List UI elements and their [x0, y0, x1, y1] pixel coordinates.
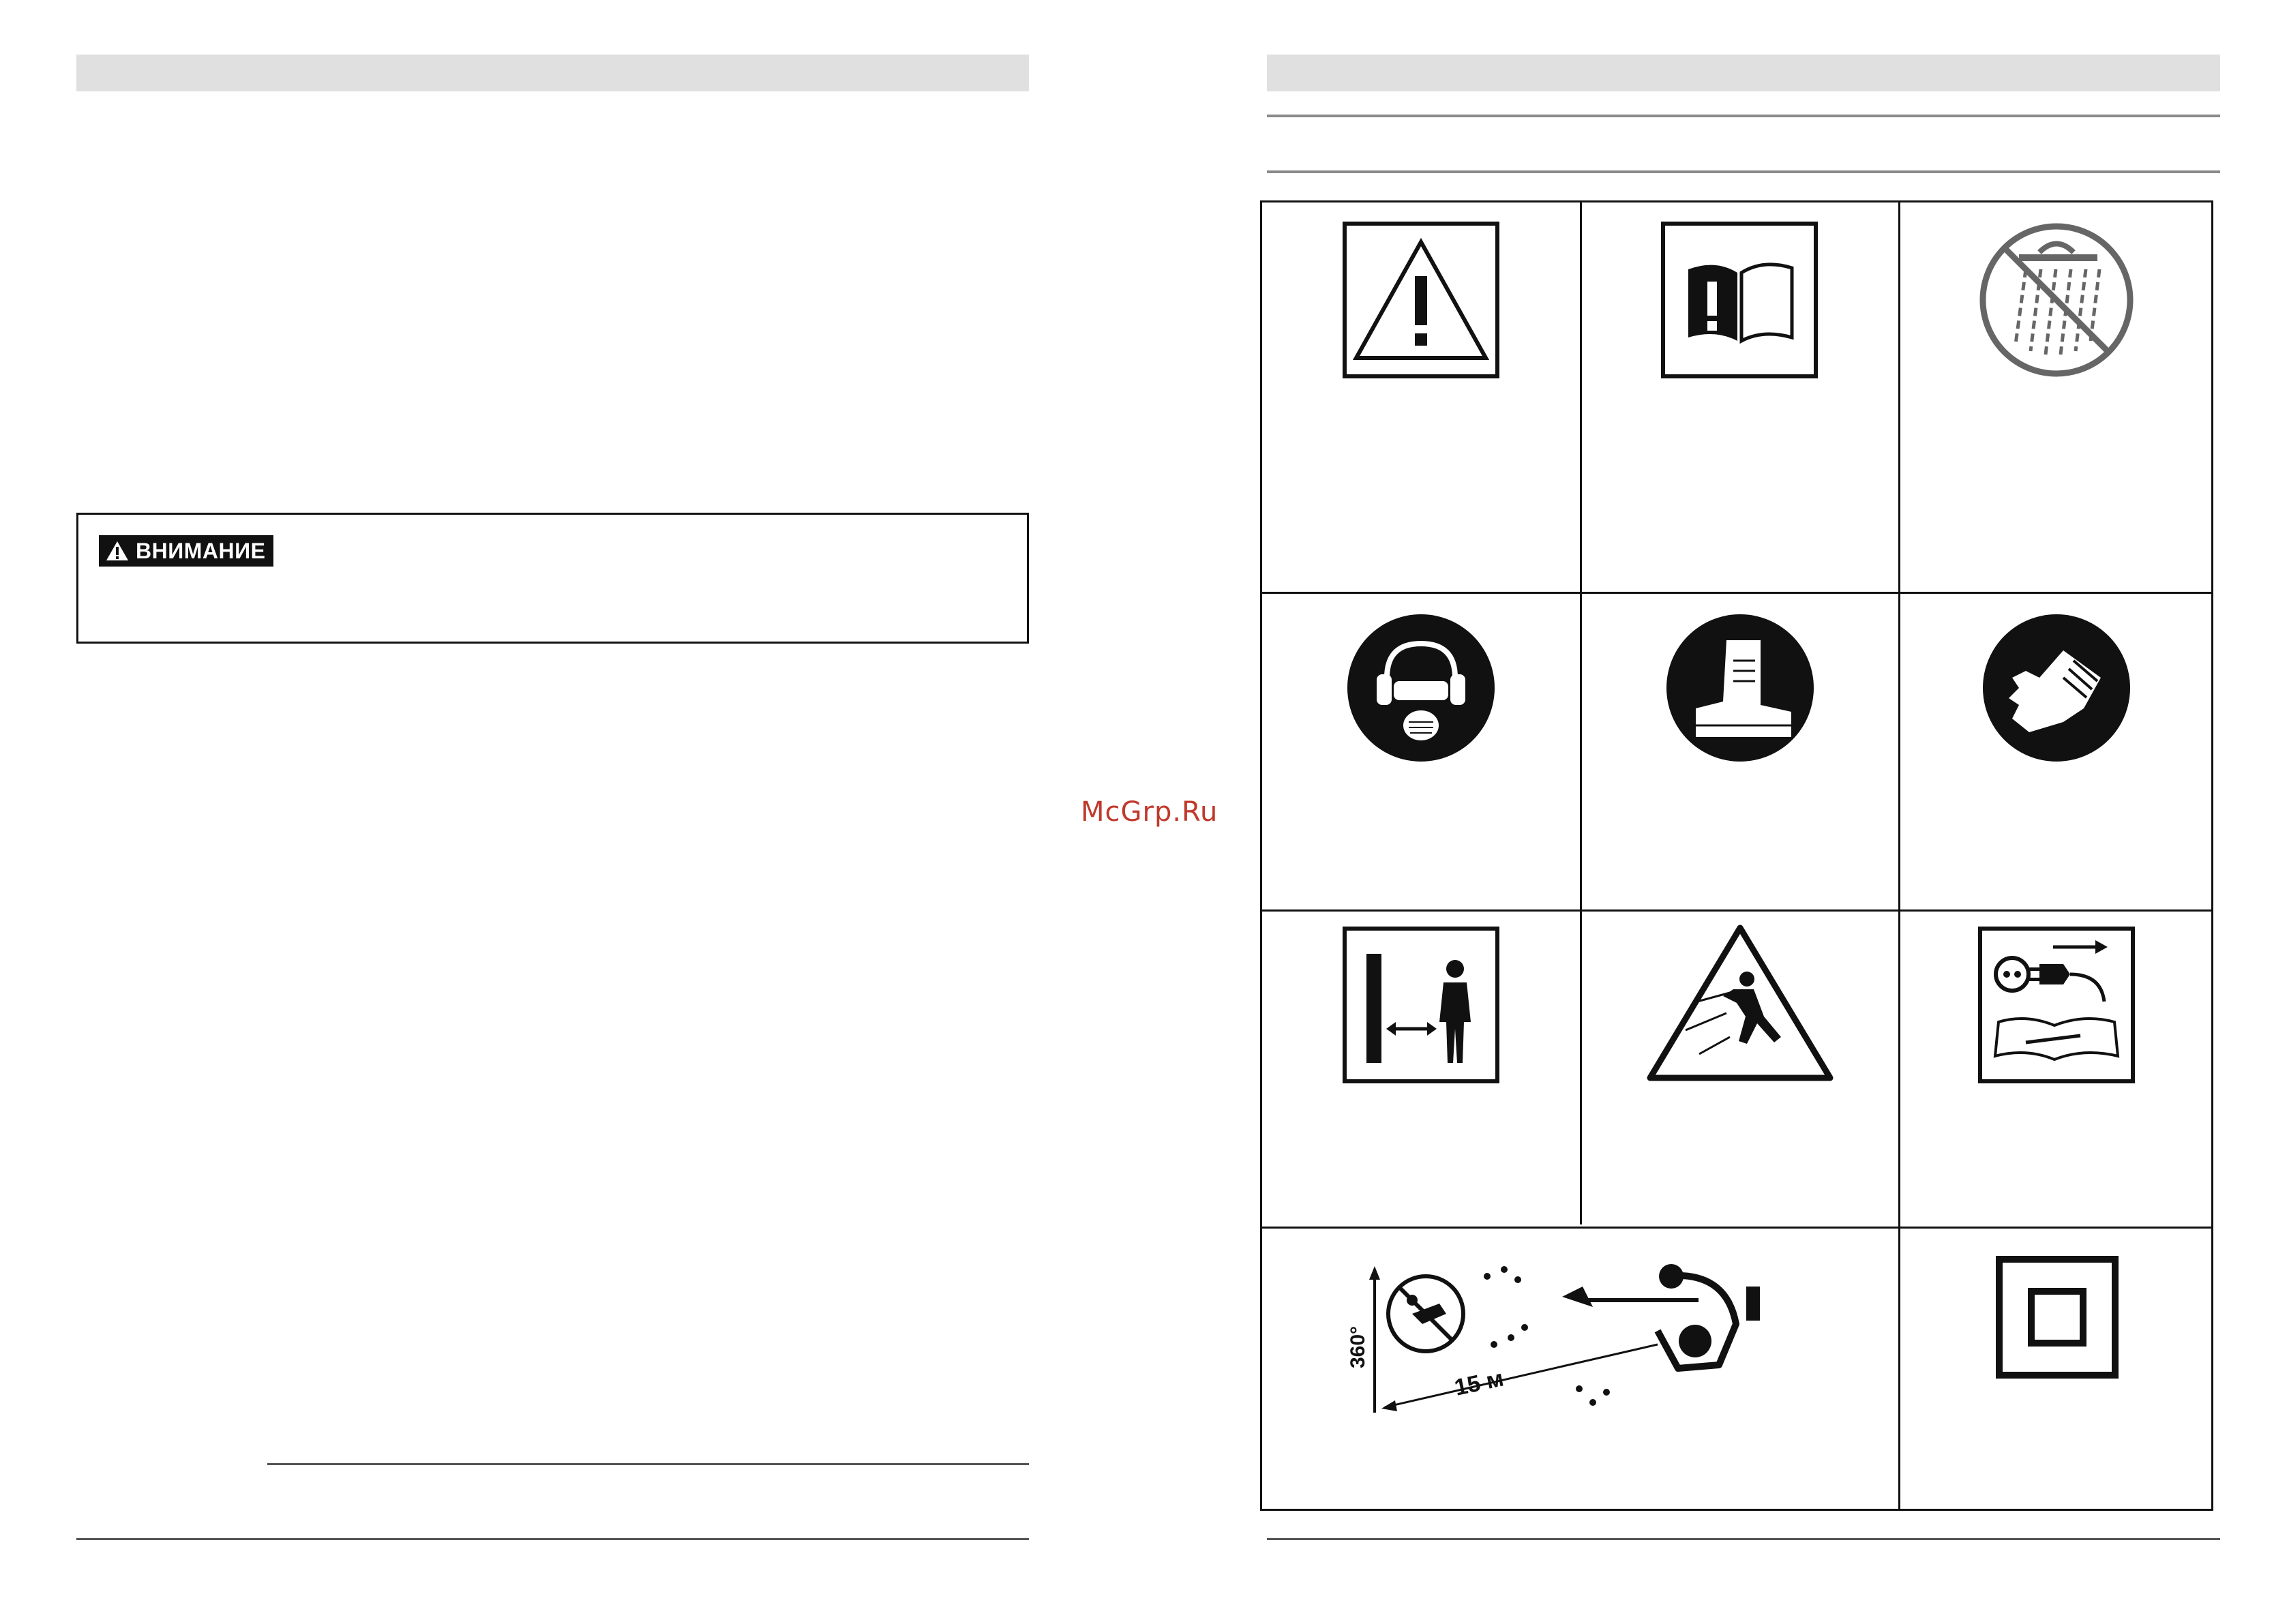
distance-label: 15 м: [1452, 1365, 1506, 1401]
symbol-cell-head-protection: [1262, 594, 1580, 909]
symbol-cell-double-insulation: [1900, 1229, 2213, 1511]
symbol-cell-safety-boots: [1582, 594, 1898, 909]
double-insulation-icon: [1996, 1256, 2119, 1379]
warning-triangle-icon: [106, 541, 129, 561]
right-footer-line: [1267, 1538, 2220, 1540]
footnote-divider: [267, 1463, 1029, 1465]
symbols-grid: [1260, 200, 2213, 1511]
warning-label-text: ВНИМАНИЕ: [136, 538, 266, 563]
keep-distance-icon: [1343, 927, 1499, 1083]
no-rain-icon: [1978, 222, 2135, 378]
gloves-icon: [1981, 613, 2131, 763]
symbol-cell-keep-distance: [1262, 912, 1580, 1227]
unplug-before-maintenance-icon: [1978, 927, 2135, 1083]
right-title-line-top: [1267, 115, 2220, 117]
right-title-line-bottom: [1267, 170, 2220, 173]
left-footer-line: [76, 1538, 1029, 1540]
thrown-objects-icon: [1645, 921, 1836, 1085]
symbol-cell-unplug: [1900, 912, 2213, 1227]
warning-triangle-icon: [1343, 222, 1499, 378]
symbol-cell-bystanders: [1262, 1229, 1898, 1511]
symbol-cell-read-manual: [1582, 202, 1898, 592]
symbol-cell-gloves: [1900, 594, 2213, 909]
head-protection-icon: [1346, 613, 1496, 763]
left-header-bar: [76, 55, 1029, 91]
right-header-bar: [1267, 55, 2220, 91]
watermark: McGrp.Ru: [1081, 796, 1218, 828]
warning-label: [99, 535, 273, 567]
symbol-cell-no-rain: [1900, 202, 2213, 592]
symbol-cell-warning: [1262, 202, 1580, 592]
read-manual-icon: [1661, 222, 1818, 378]
angle-label: 360°: [1347, 1325, 1369, 1368]
symbol-cell-thrown-objects: [1582, 912, 1898, 1227]
bystanders-360-distance-icon: [1337, 1249, 1814, 1426]
safety-boots-icon: [1665, 613, 1815, 763]
warning-box: [76, 513, 1029, 644]
